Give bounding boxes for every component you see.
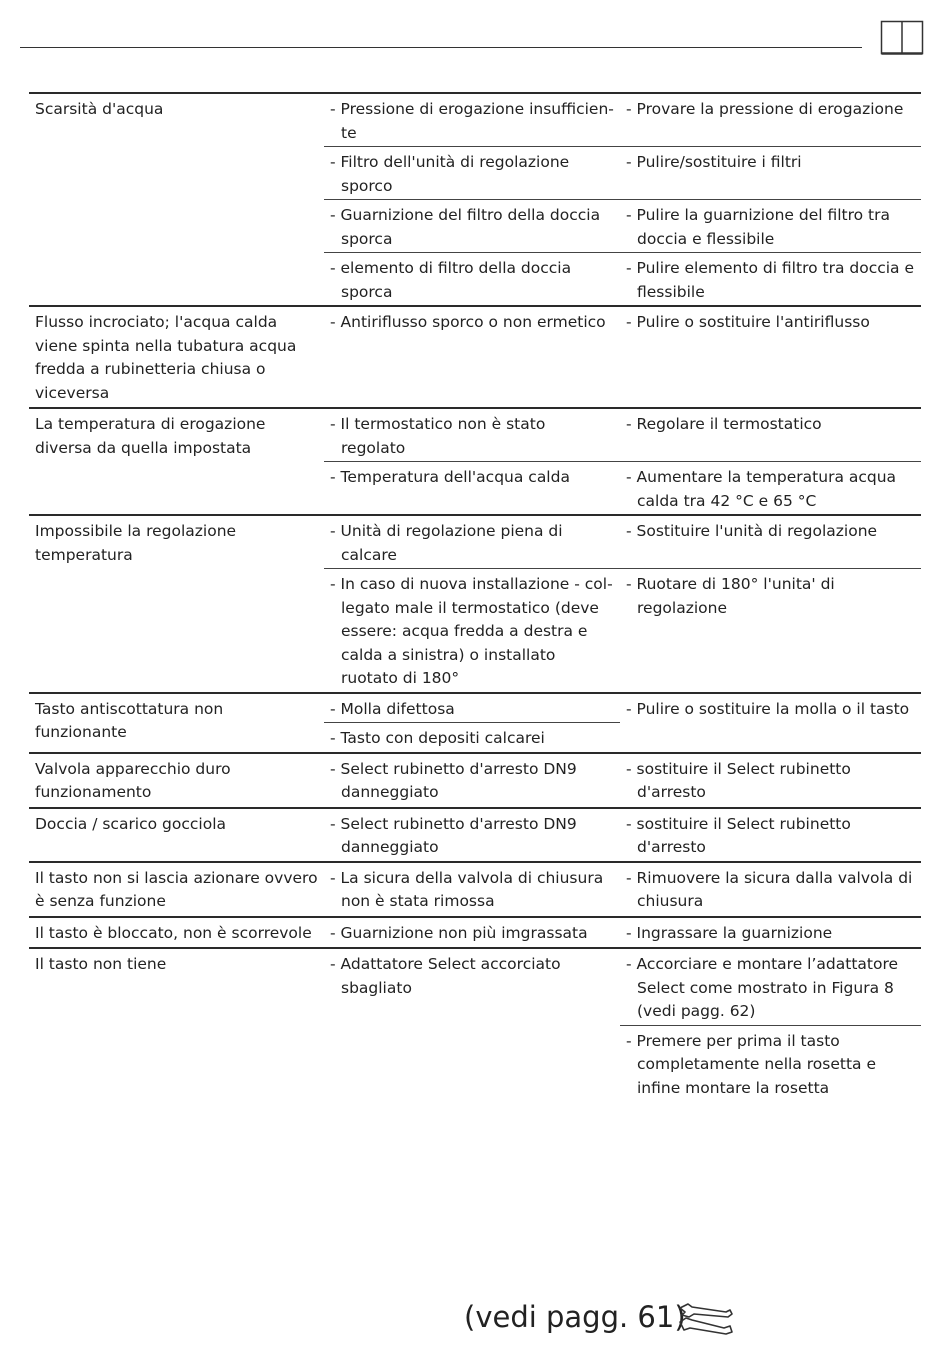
cause-cell: - Molla difettosa [330, 699, 455, 718]
problem-cell: Flusso incrociato; l'acqua calda viene spinta nella tubatura acqua fredda a rubinetteria chiusa o viceversa [35, 313, 297, 402]
remedy-cell: - sostituire il Select rubinetto d'arresto [626, 759, 851, 801]
remedy-cell: - Premere per prima il tasto completamente nella rosetta e infine montare la rosetta [620, 1025, 921, 1102]
table-row [29, 692, 921, 752]
remedy-cell: - sostituire il Select rubinetto d'arresto [626, 814, 851, 856]
table-row [29, 916, 921, 948]
problem-cell: Impossibile la regolazione temperatura [35, 522, 237, 564]
cause-cell: - La sicura della valvola di chiusura non è stata rimossa [330, 868, 604, 910]
table-row [29, 861, 921, 916]
problem-cell: Scarsità d'acqua [35, 100, 164, 118]
remedy-cell: - Rimuovere la sicura dalla valvola di chiusura [626, 868, 913, 910]
cause-cell: - Guarnizione del filtro della doccia sporca [330, 206, 601, 248]
cause-cell: - Il termostatico non è stato regolato [330, 415, 546, 457]
cause-cell: - Pressione di erogazione insufficien-te [330, 100, 614, 142]
table-row [29, 407, 921, 514]
cause-cell: - Temperatura dell'acqua calda [330, 468, 570, 486]
cause-cell: - In caso di nuova installazione - col-legato male il termostatico (deve essere: acqua fredda a destra e calda a sinistra) o installato ruotato di 180° [330, 575, 613, 687]
table-row [29, 305, 921, 407]
remedy-cell: - Sostituire l'unità di regolazione [626, 522, 878, 540]
remedy-cell: - Pulire la guarnizione del filtro tra doccia e flessibile [626, 206, 891, 248]
remedy-cell: - Pulire o sostituire l'antiriflusso [626, 313, 870, 331]
table-row [29, 514, 921, 692]
header-rule [20, 47, 862, 48]
cause-cell: - Tasto con depositi calcarei [324, 722, 620, 752]
cause-cell: - Guarnizione non più imgrassata [330, 923, 588, 942]
cause-cell: - Select rubinetto d'arresto DN9 danneggiato [330, 759, 577, 801]
remedy-cell: - Aumentare la temperatura acqua calda tra 42 °C e 65 °C [626, 468, 897, 510]
cause-cell: - Select rubinetto d'arresto DN9 danneggiato [330, 814, 577, 856]
remedy-cell: - Accorciare e montare l’adattatore Select come mostrato in Figura 8 (vedi pagg. 62) [626, 955, 899, 1020]
troubleshooting-table [29, 92, 921, 1101]
problem-cell: Doccia / scarico gocciola [35, 814, 227, 833]
table-row [29, 92, 921, 305]
remedy-cell: - Ruotare di 180° l'unita' di regolazione [626, 575, 835, 617]
cause-cell: - Adattatore Select accorciato sbagliato [330, 955, 561, 997]
problem-cell: Tasto antiscottatura non funzionante [35, 699, 224, 741]
problem-cell: Il tasto è bloccato, non è scorrevole [35, 923, 312, 942]
remedy-cell: - Regolare il termostatico [626, 415, 822, 433]
cause-cell: - Antiriflusso sporco o non ermetico [330, 313, 606, 331]
cause-cell: - Filtro dell'unità di regolazione sporco [330, 153, 570, 195]
page-reference: (vedi pagg. 61) [464, 1300, 686, 1334]
table-row [29, 807, 921, 861]
problem-cell: Il tasto non tiene [35, 955, 167, 973]
wrench-tools-icon [676, 1298, 734, 1338]
cause-cell: - Unità di regolazione piena di calcare [330, 522, 563, 564]
remedy-cell: - Pulire elemento di filtro tra doccia e flessibile [626, 259, 915, 301]
table-row [29, 947, 921, 1101]
cause-cell: - elemento di filtro della doccia sporca [330, 259, 572, 301]
remedy-cell: - Pulire o sostituire la molla o il tasto [626, 699, 910, 718]
remedy-cell: - Ingrassare la guarnizione [626, 923, 833, 942]
remedy-cell: - Pulire/sostituire i filtri [626, 153, 802, 171]
problem-cell: La temperatura di erogazione diversa da quella impostata [35, 415, 266, 457]
open-book-icon [880, 20, 924, 56]
problem-cell: Valvola apparecchio duro funzionamento [35, 759, 231, 801]
problem-cell: Il tasto non si lascia azionare ovvero è senza funzione [35, 868, 318, 910]
remedy-cell: - Provare la pressione di erogazione [626, 100, 904, 118]
table-row [29, 752, 921, 807]
